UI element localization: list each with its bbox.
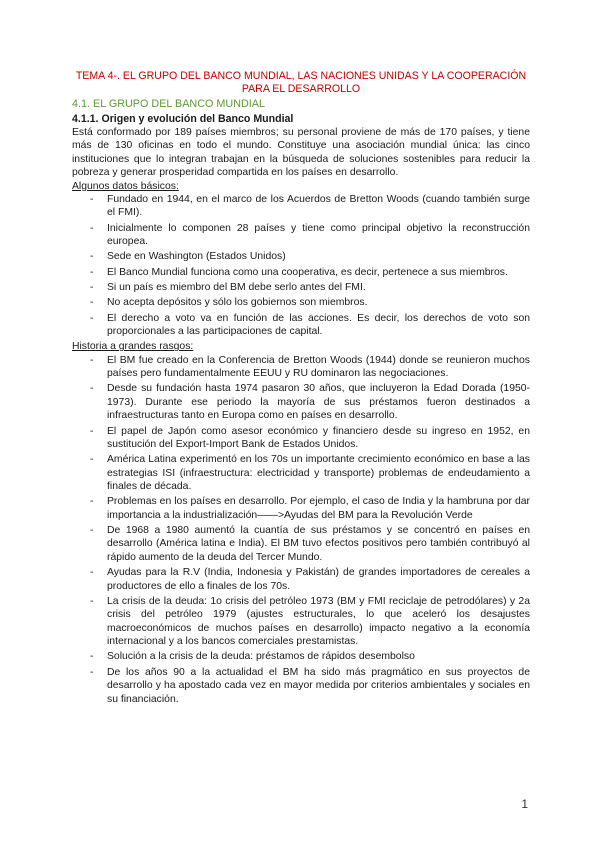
list-item: - Inicialmente lo componen 28 países y tiene como principal objetivo la reconstrucción europea. [90, 222, 530, 248]
bullet-dash: - [90, 567, 94, 579]
list-item: - Fundado en 1944, en el marco de los Acuerdos de Bretton Woods (cuando también surge el FMI). [90, 194, 530, 219]
bullet-dash: - [90, 354, 94, 366]
list-item: - El papel de Japón como asesor económico y financiero desde su ingreso en 1952, en sustitución del Export-Import Bank de Estados Unidos. [90, 425, 530, 450]
list-item: - Desde su fundación hasta 1974 pasaron 30 años, que incluyeron la Edad Dorada (1950-1973). Durante ese periodo la mayoría de sus préstamos fueron destinados a infraestructuras tanto en Europa como en países en desarrollo. [90, 383, 530, 422]
bullet-dash: - [90, 266, 94, 278]
bullet-dash: - [90, 496, 94, 508]
list-item: - Si un país es miembro del BM debe serlo antes del FMI. [90, 282, 366, 294]
intro-paragraph: Está conformado por 189 países miembros; su personal proviene de más de 170 países, y tiene más de 130 oficinas en todo el mundo. Constituye una asociación mundial única: las cinco instituciones que lo integran trabajan en la búsqueda de soluciones sostenibles para reducir la pobreza y generar prosperidad compartida en los países en desarrollo. [72, 127, 530, 179]
list-item: - Ayudas para la R.V (India, Indonesia y Pakistán) de grandes importadores de cereales a productores de ello a finales de los 70s. [90, 567, 530, 592]
list-item: - El derecho a voto va en función de las acciones. Es decir, los derechos de voto son proporcionales a las participaciones de capital. [90, 312, 530, 338]
list-item: - El Banco Mundial funciona como una cooperativa, es decir, pertenece a sus miembros. [90, 266, 508, 278]
bullet-dash: - [90, 251, 94, 263]
bullet-dash: - [90, 666, 94, 678]
bullet-dash: - [90, 194, 94, 206]
bullet-dash: - [90, 525, 94, 537]
list-item: - América Latina experimentó en los 70s un importante crecimiento económico en base a las estrategias ISI (infraestructura: electricidad y transporte) problemas de endeudamiento a finales de década. [90, 454, 530, 493]
bullet-dash: - [90, 222, 94, 234]
page-number: 1 [521, 797, 528, 811]
bullet-dash: - [90, 425, 94, 437]
bullet-dash: - [90, 297, 94, 309]
document-page [72, 70, 530, 708]
list-item: - El BM fue creado en la Conferencia de Bretton Woods (1944) donde se reunieron muchos países pero fundamentalmente EEUU y RU dominaron las negociaciones. [90, 354, 530, 380]
bullet-dash: - [90, 383, 94, 395]
bullet-dash: - [90, 282, 94, 294]
subsection-heading: 4.1.1. Origen y evolución del Banco Mundial [72, 113, 294, 125]
document-title: TEMA 4-. EL GRUPO DEL BANCO MUNDIAL, LAS NACIONES UNIDAS Y LA COOPERACIÓN PARA EL DESARROLLO [75, 70, 527, 95]
list-item: - De los años 90 a la actualidad el BM ha sido más pragmático en sus proyectos de desarrollo y ha apostado cada vez en mayor medida por criterios ambientales y sociales en su financiación. [90, 666, 530, 705]
bullet-dash: - [90, 454, 94, 466]
history-heading: Historia a grandes rasgos: [72, 341, 194, 353]
list-item: - La crisis de la deuda: 1o crisis del petróleo 1973 (BM y FMI reciclaje de petrodólares) y 2a crisis del petróleo 1979 (ajustes estructurales, lo que aceleró los desajustes macroeconómicos de muchos países en desarrollo) impacto negativo a la economía internacional y a los bancos comerciales prestamistas. [90, 595, 530, 648]
bullet-dash: - [90, 595, 94, 607]
list-item: - Problemas en los países en desarrollo. Por ejemplo, el caso de India y la hambruna por dar importancia a la industrialización——>Ayudas del BM para la Revolución Verde [90, 496, 530, 521]
history-list [72, 354, 530, 706]
basic-data-heading: Algunos datos básicos: [72, 180, 179, 192]
bullet-dash: - [90, 651, 94, 663]
list-item: - No acepta depósitos y sólo los gobiernos son miembros. [90, 297, 368, 309]
list-item: - Sede en Washington (Estados Unidos) [90, 251, 286, 263]
basic-data-list [72, 193, 530, 338]
list-item: - Solución a la crisis de la deuda: préstamos de rápidos desembolso [90, 651, 415, 663]
section-heading: 4.1. EL GRUPO DEL BANCO MUNDIAL [72, 98, 265, 110]
bullet-dash: - [90, 312, 94, 324]
list-item: - De 1968 a 1980 aumentó la cuantía de sus préstamos y se concentró en países en desarrollo (América latina e India). El BM tuvo efectos positivos pero también contribuyó al rápido aumento de la deuda del Tercer Mundo. [90, 525, 530, 563]
